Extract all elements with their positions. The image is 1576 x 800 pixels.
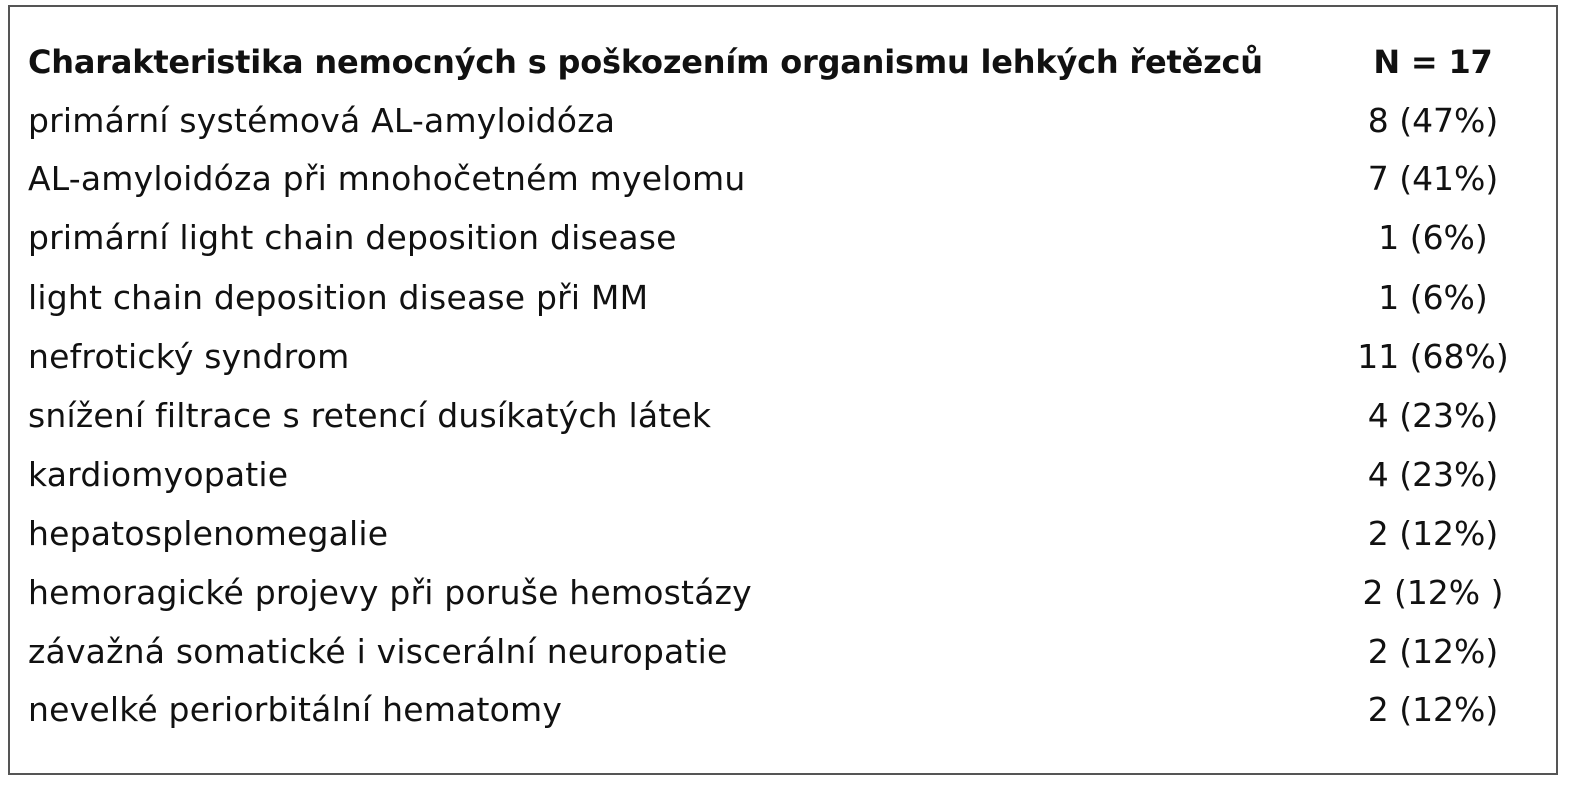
table-row (28, 386, 1546, 444)
row-value: 7 (41%) (1367, 158, 1499, 198)
table-row (28, 327, 1546, 385)
row-label: light chain deposition disease při MM (28, 277, 649, 317)
row-label: kardiomyopatie (28, 454, 289, 494)
table-row (28, 680, 1546, 738)
table-row (28, 504, 1546, 562)
row-value: 4 (23%) (1367, 454, 1499, 494)
row-value: 2 (12%) (1367, 689, 1499, 729)
table-row (28, 91, 1546, 149)
header-value: N = 17 (1373, 43, 1493, 81)
row-label: snížení filtrace s retencí dusíkatých látek (28, 395, 712, 435)
row-value: 1 (6%) (1378, 277, 1488, 317)
row-label: hepatosplenomegalie (28, 513, 389, 553)
characteristics-table (8, 5, 1558, 775)
row-label: AL-amyloidóza při mnohočetném myelomu (28, 158, 746, 198)
row-value: 1 (6%) (1378, 217, 1488, 257)
table-row (28, 445, 1546, 503)
row-value: 2 (12% ) (1362, 572, 1504, 612)
row-value: 8 (47%) (1367, 100, 1499, 140)
row-value: 11 (68%) (1357, 336, 1509, 376)
row-label: nefrotický syndrom (28, 336, 350, 376)
row-label: závažná somatické i viscerální neuropatie (28, 631, 728, 671)
table-row (28, 149, 1546, 207)
row-label: primární light chain deposition disease (28, 217, 677, 257)
row-value: 4 (23%) (1367, 395, 1499, 435)
table-row (28, 563, 1546, 621)
row-label: hemoragické projevy při poruše hemostázy (28, 572, 752, 612)
header-label: Charakteristika nemocných s poškozením organismu lehkých řetězců (28, 43, 1263, 81)
table-header-row (28, 33, 1546, 91)
table-row (28, 622, 1546, 680)
table-row (28, 208, 1546, 266)
row-value: 2 (12%) (1367, 513, 1499, 553)
row-label: primární systémová AL-amyloidóza (28, 100, 616, 140)
row-label: nevelké periorbitální hematomy (28, 689, 563, 729)
table-row (28, 268, 1546, 326)
row-value: 2 (12%) (1367, 631, 1499, 671)
